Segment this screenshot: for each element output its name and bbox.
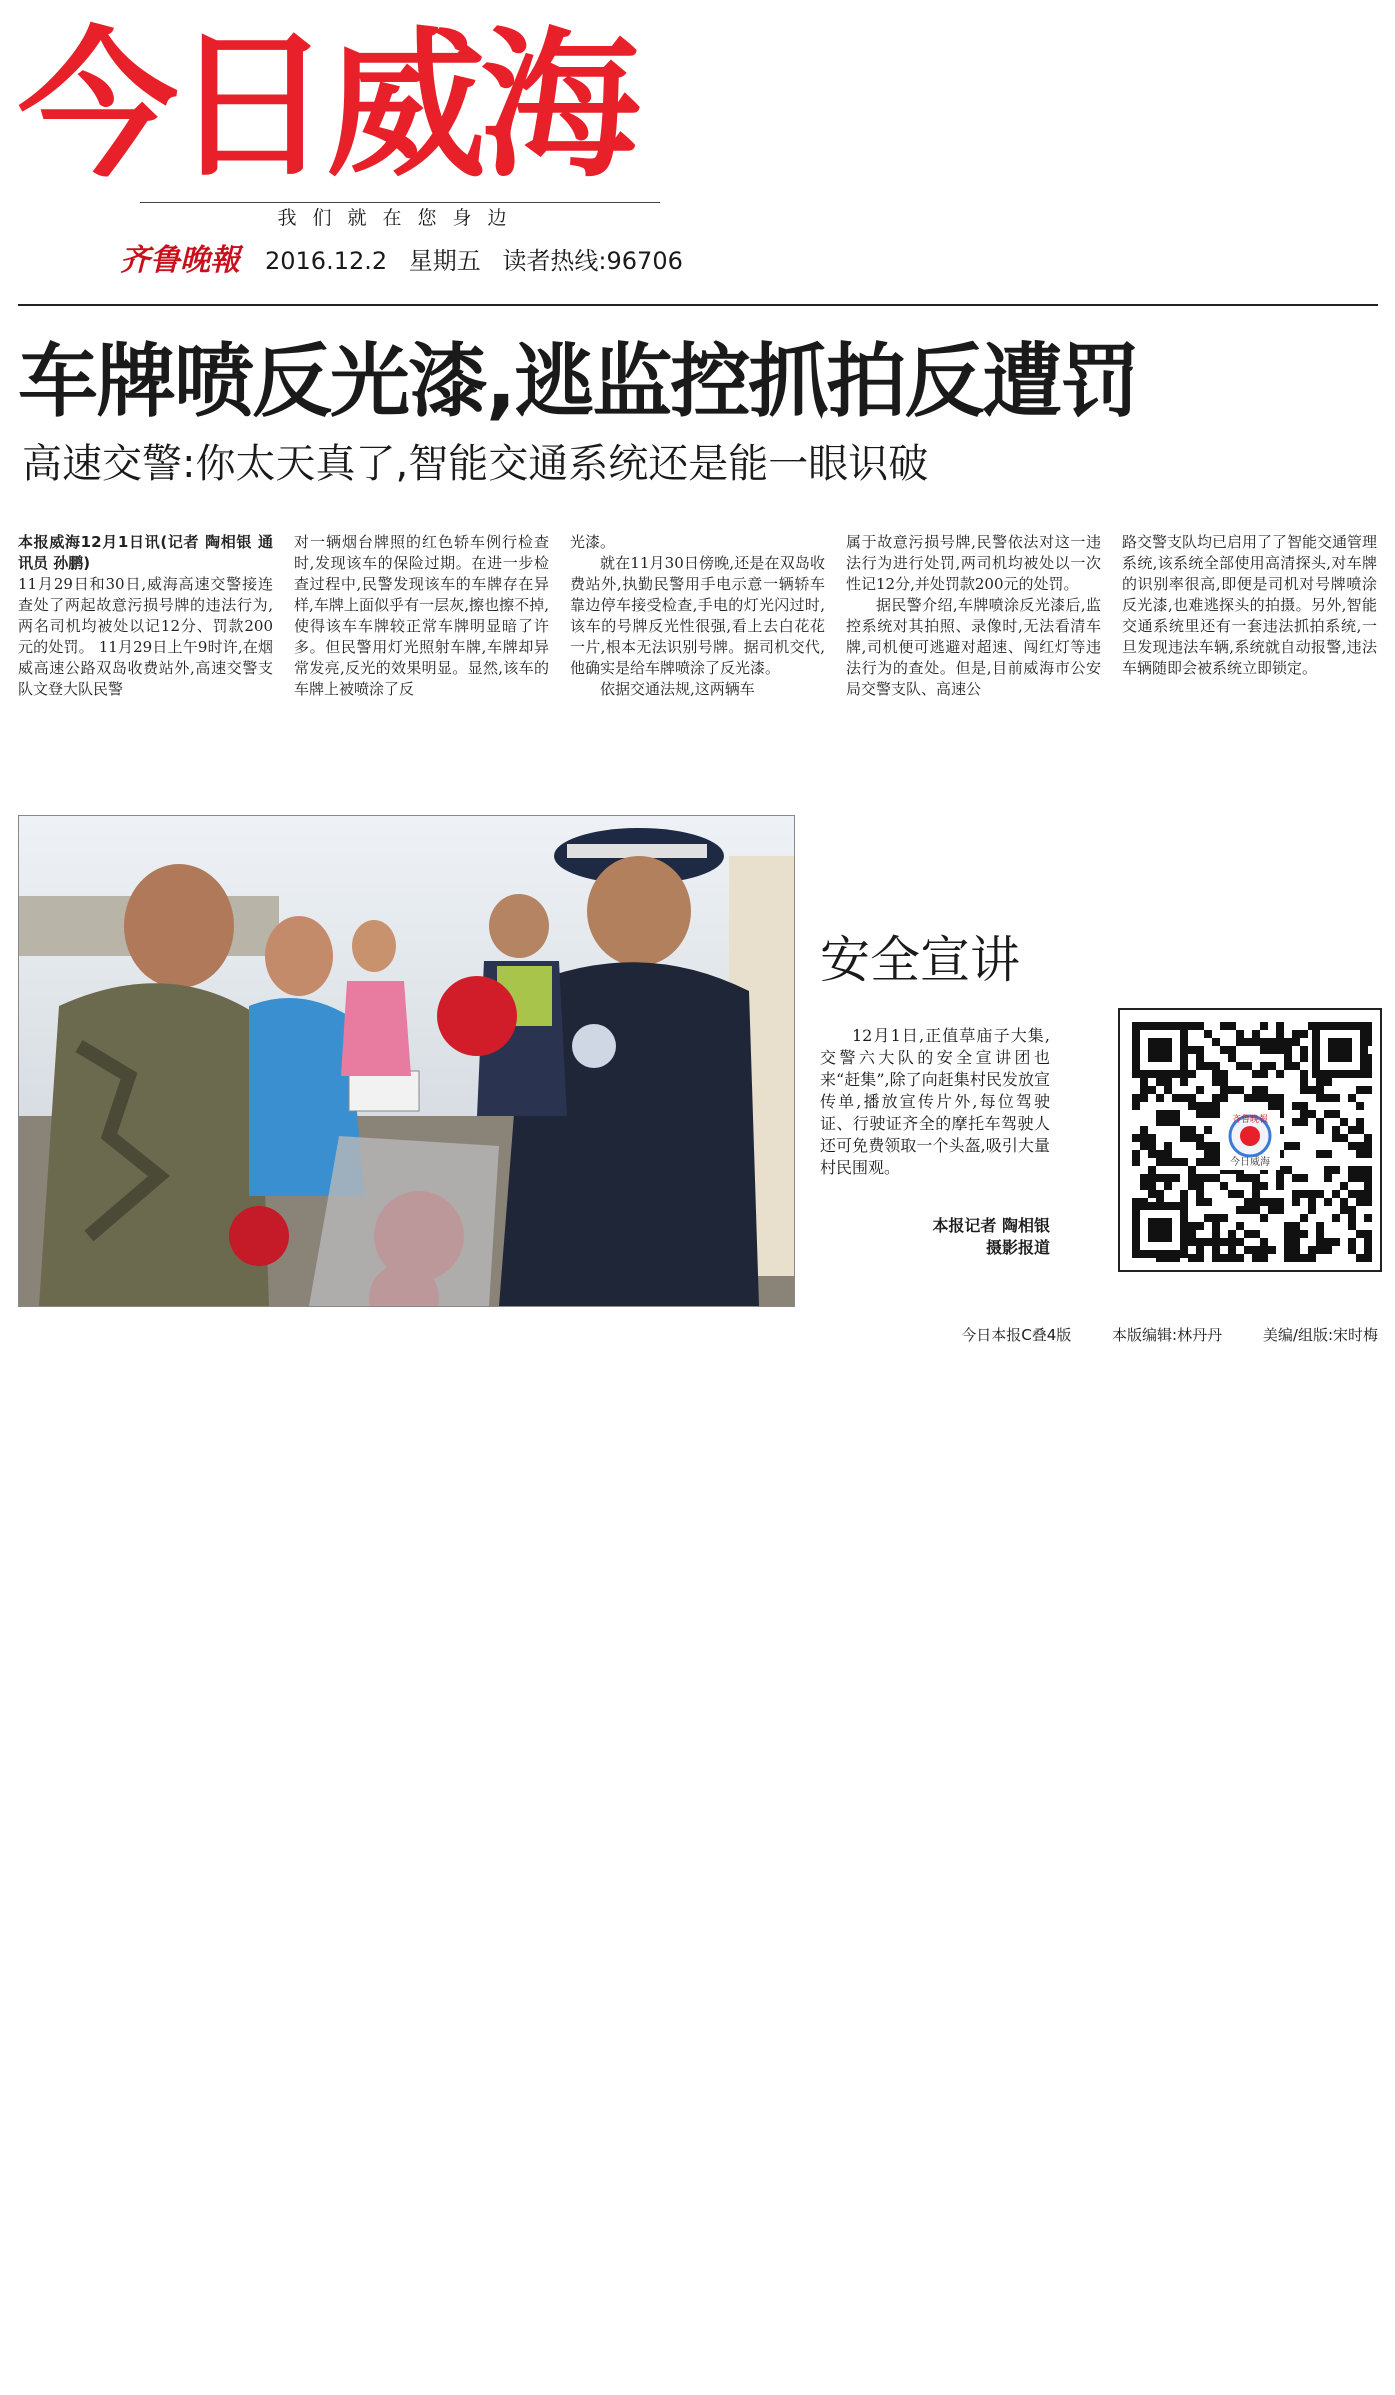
article-byline: 本报威海12月1日讯(记者 陶相银 通讯员 孙鹏) xyxy=(18,533,273,572)
footer-editor: 本版编辑:林丹丹 xyxy=(1112,1326,1223,1344)
masthead-slogan: 我们就在您身边 xyxy=(140,202,660,229)
article-paragraph: 据民警介绍,车牌喷涂反光漆后,监控系统对其拍照、录像时,无法看清车牌,司机便可逃避对超速、闯红灯等违法行为的查处。但是,目前威海市公安局交警支队、高速公 xyxy=(846,596,1101,698)
masthead-divider xyxy=(18,304,1378,306)
issue-date: 2016.12.2 xyxy=(265,247,388,275)
article-paragraph: 11月29日和30日,威海高速交警接连查处了两起故意污损号牌的违法行为,两名司机均被处以记12分、罚款200元的处罚。 11月29日上午9时许,在烟威高速公路双岛收费站外,高速交警支队文登大队民警 xyxy=(18,575,273,698)
dateline xyxy=(265,244,697,278)
article-paragraph: 属于故意污损号牌,民警依法对这一违法行为进行处罚,两司机均被处以一次性记12分,并处罚款200元的处罚。 xyxy=(846,533,1101,593)
article-paragraph: 对一辆烟台牌照的红色轿车例行检查时,发现该车的保险过期。在进一步检查过程中,民警发现该车的车牌存在异样,车牌上面似乎有一层灰,擦也擦不掉,使得该车车牌较正常车牌明显暗了许多。但民警用灯光照射车牌,车牌却异常发亮,反光的效果明显。显然,该车的车牌上被喷涂了反 xyxy=(294,533,549,698)
page-footer xyxy=(18,1325,1378,1345)
article-column-2 xyxy=(294,532,549,772)
sidebar-paragraph: 12月1日,正值草庙子大集,交警六大队的安全宣讲团也来“赶集”,除了向赶集村民发放宣传单,播放宣传片外,每位驾驶证、行驶证齐全的摩托车驾驶人还可免费领取一个头盔,吸引大量村民围观。 xyxy=(820,1026,1050,1177)
sidebar-body xyxy=(820,1025,1050,1179)
qr-code-icon xyxy=(1120,1010,1380,1270)
footer-design: 美编/组版:宋时梅 xyxy=(1262,1326,1378,1344)
article-paragraph: 路交警支队均已启用了了智能交通管理系统,该系统全部使用高清探头,对车牌的识别率很高,即便是司机对号牌喷涂反光漆,也难逃探头的拍摄。另外,智能交通系统里还有一套违法抓拍系统,一旦发现违法车辆,系统就自动报警,违法车辆随即会被系统立即锁定。 xyxy=(1122,533,1377,677)
article-column-4 xyxy=(846,532,1101,772)
article-column-1 xyxy=(18,532,273,772)
paper-name-logo: 齐鲁晚報 xyxy=(120,243,240,278)
news-photo-image xyxy=(19,816,794,1306)
news-photo xyxy=(18,815,795,1307)
article-headline: 车牌喷反光漆,逃监控抓拍反遭罚 xyxy=(18,335,1139,428)
article-paragraph: 就在11月30日傍晚,还是在双岛收费站外,执勤民警用手电示意一辆轿车靠边停车接受检查,手电的灯光闪过时,该车的号牌反光性很强,看上去白花花一片,根本无法识别号牌。据司机交代,他确实是给车牌喷涂了反光漆。 xyxy=(570,554,825,677)
masthead-title: 今日威海 xyxy=(18,12,635,199)
sidebar-credit xyxy=(820,1215,1050,1259)
qr-logo-text: 今日威海 xyxy=(1230,1157,1270,1168)
issue-weekday: 星期五 xyxy=(408,247,481,275)
credit-photo: 摄影报道 xyxy=(985,1238,1050,1257)
reader-hotline: 读者热线:96706 xyxy=(502,247,683,275)
article-paragraph: 光漆。 xyxy=(570,533,616,551)
article-subhead: 高速交警:你太天真了,智能交通系统还是能一眼识破 xyxy=(22,441,929,487)
footer-edition: 今日本报C叠4版 xyxy=(961,1326,1072,1344)
credit-reporter: 本报记者 陶相银 xyxy=(932,1216,1050,1235)
qr-logo-paper: 齐鲁晚報 xyxy=(1231,1115,1269,1125)
article-body xyxy=(18,532,1378,772)
sidebar-title: 安全宣讲 xyxy=(820,931,1020,989)
article-column-3 xyxy=(570,532,825,772)
article-paragraph: 依据交通法规,这两辆车 xyxy=(600,680,755,698)
article-column-5 xyxy=(1122,532,1377,772)
qr-code[interactable] xyxy=(1118,1008,1382,1272)
